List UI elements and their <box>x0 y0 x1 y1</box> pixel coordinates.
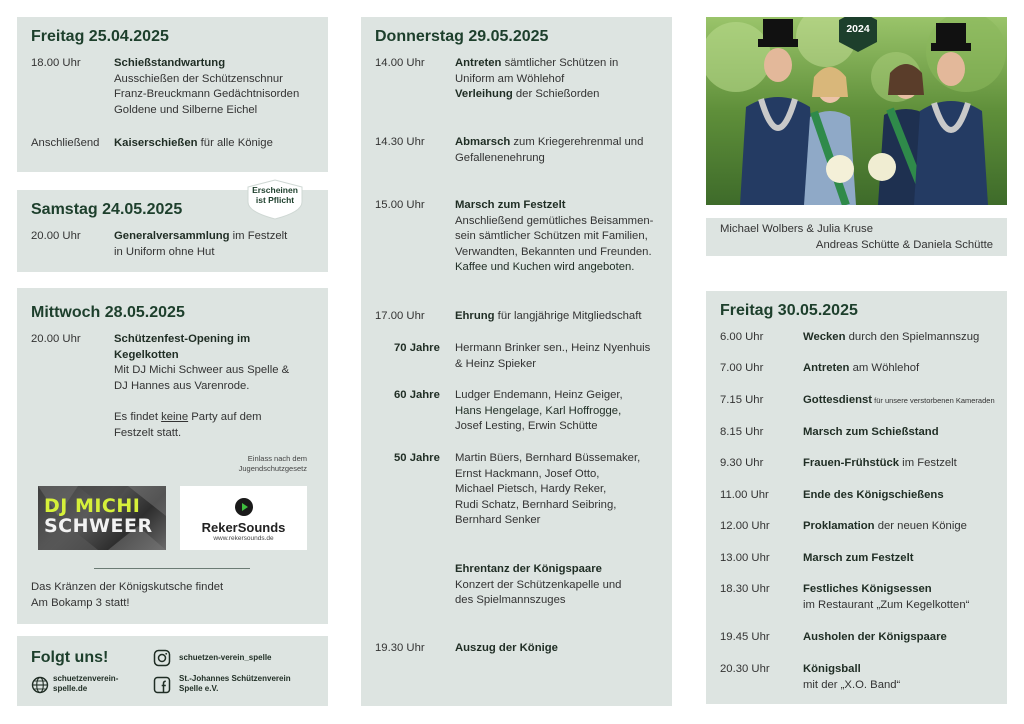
row-line: Ernst Hackmann, Josef Otto, <box>455 467 600 480</box>
samstag-title: Samstag 24.05.2025 <box>31 201 183 218</box>
row-underline: keine <box>161 410 189 423</box>
row-title: Festliches Königsessen <box>803 583 932 595</box>
kranzen-note <box>31 580 321 612</box>
row-desc <box>114 229 287 260</box>
row-desc <box>803 330 979 346</box>
donnerstag-row-2 <box>375 135 665 167</box>
row-line: Gefallenenehrung <box>455 151 545 164</box>
jubilee-60 <box>375 388 665 436</box>
row-desc <box>455 198 653 276</box>
jubilee-70 <box>375 341 665 373</box>
row-time: 6.00 Uhr <box>720 331 764 343</box>
row-desc <box>803 582 969 613</box>
freitag-mai-row <box>720 519 1000 535</box>
row-line: Konzert der Schützenkapelle und <box>455 578 622 591</box>
photo-caption <box>720 222 993 254</box>
row-desc <box>455 388 623 435</box>
dj-michi-schweer-logo <box>38 486 166 550</box>
einlass-note <box>200 454 307 474</box>
freitag-mai-row <box>720 393 1000 409</box>
row-time: 8.15 Uhr <box>720 426 764 438</box>
row-line: DJ Hannes aus Varenrode. <box>114 379 250 392</box>
social-title: Folgt uns! <box>31 649 109 666</box>
row-time: 20.00 Uhr <box>31 230 81 242</box>
row-desc <box>803 519 967 535</box>
note-line: Jugendschutzgesetz <box>238 464 307 473</box>
row-line: Goldene und Silberne Eichel <box>114 103 258 116</box>
row-line: sämtlicher Schützen in <box>501 57 619 69</box>
link-line: Spelle e.V. <box>179 684 219 693</box>
row-title: Proklamation <box>803 520 875 532</box>
donnerstag-row-6 <box>375 641 665 657</box>
row-time: 7.00 Uhr <box>720 362 764 374</box>
year-badge: 2024 <box>846 23 870 35</box>
freitag-mai-row <box>720 488 1000 504</box>
row-desc <box>455 56 618 103</box>
rekersounds-logo <box>180 486 307 550</box>
row-title: Kegelkotten <box>114 348 179 361</box>
row-line: im Festzelt <box>899 457 957 469</box>
note-line: Am Bokamp 3 statt! <box>31 596 130 609</box>
row-line: Rudi Schatz, Bernhard Seibring, <box>455 498 617 511</box>
row-line: Ausschießen der Schützenschnur <box>114 72 283 85</box>
row-title: Verleihung <box>455 88 513 101</box>
caption-line: Andreas Schütte & Daniela Schütte <box>815 238 993 251</box>
row-line: Bernhard Senker <box>455 514 541 527</box>
row-desc <box>803 393 995 409</box>
logo-name: RekerSounds <box>201 520 286 535</box>
freitag-mai-row <box>720 425 1000 441</box>
row-line: Festzelt statt. <box>114 426 182 439</box>
koenigspaare-photo <box>706 17 1007 205</box>
row-desc <box>803 488 944 504</box>
row-time: 14.00 Uhr <box>375 57 425 69</box>
row-line: Verwandten, Bekannten und Freunden. <box>455 245 652 258</box>
row-line: durch den Spielmannszug <box>845 331 980 343</box>
row-desc <box>455 135 643 166</box>
note-line: Einlass nach dem <box>247 454 307 463</box>
row-line: im Restaurant „Zum Kegelkotten“ <box>803 598 970 611</box>
donnerstag-title: Donnerstag 29.05.2025 <box>375 28 549 45</box>
row-line: Kaffee und Kuchen wird angeboten. <box>455 261 635 274</box>
freitag-mai-row <box>720 630 1000 646</box>
mittwoch-row-1 <box>31 332 321 444</box>
donnerstag-row-5 <box>375 562 665 610</box>
badge-text <box>244 185 306 205</box>
row-desc <box>803 662 900 693</box>
row-title: Ausholen der Königspaare <box>803 631 947 643</box>
link-line: St.-Johannes Schützenverein <box>179 674 291 683</box>
row-line: am Wöhlehof <box>849 362 920 374</box>
row-desc <box>114 136 273 152</box>
link-text: schuetzen-verein_spelle <box>179 653 272 662</box>
row-line: in Uniform ohne Hut <box>114 245 215 258</box>
mittwoch-title: Mittwoch 28.05.2025 <box>31 304 185 321</box>
freitag-mai-title: Freitag 30.05.2025 <box>720 302 858 319</box>
jubilee-years: 50 Jahre <box>394 452 440 464</box>
row-time: 19.45 Uhr <box>720 631 770 643</box>
donnerstag-row-1 <box>375 56 665 104</box>
row-time: Anschließend <box>31 137 100 149</box>
row-time: 9.30 Uhr <box>720 457 764 469</box>
donnerstag-row-3 <box>375 198 665 278</box>
logo-url: www.rekersounds.de <box>213 535 274 542</box>
freitag-mai-row <box>720 551 1000 567</box>
row-desc <box>803 551 914 567</box>
caption-line: Michael Wolbers & Julia Kruse <box>720 223 873 235</box>
row-line: im Festzelt <box>229 230 288 242</box>
row-desc <box>803 630 947 646</box>
donnerstag-row-4 <box>375 309 665 325</box>
row-time: 12.00 Uhr <box>720 520 770 532</box>
note-line: Das Kränzen der Königskutsche findet <box>31 581 224 593</box>
row-title: Königsball <box>803 663 861 675</box>
facebook-link[interactable] <box>153 674 323 698</box>
row-time: 11.00 Uhr <box>720 489 769 501</box>
row-time: 20.00 Uhr <box>31 333 81 345</box>
freitag-mai-row <box>720 361 1000 377</box>
row-note: für unsere verstorbenen Kameraden <box>872 396 995 405</box>
logo-line: DJ MICHI <box>44 495 141 517</box>
badge-line: Erscheinen <box>252 185 298 195</box>
row-title: Marsch zum Schießstand <box>803 426 939 438</box>
row-line: Franz-Breuckmann Gedächtnisorden <box>114 88 300 101</box>
row-desc <box>455 451 640 529</box>
row-line: Es findet <box>114 410 162 423</box>
row-line: der Schießorden <box>512 88 600 101</box>
row-line: Ludger Endemann, Heinz Geiger, <box>455 389 623 401</box>
row-line: sein sämtlicher Schützen mit Familien, <box>455 230 648 243</box>
row-title: Auszug der Könige <box>455 642 558 654</box>
freitag-april-row-2 <box>31 136 321 152</box>
row-line: des Spielmannszuges <box>455 594 566 607</box>
row-title: Wecken <box>803 331 846 343</box>
row-title: Antreten <box>455 57 502 69</box>
instagram-icon <box>153 649 171 667</box>
divider <box>94 568 250 569</box>
row-line: mit der „X.O. Band“ <box>803 678 901 691</box>
row-title: Antreten <box>803 362 850 374</box>
globe-icon <box>31 676 49 694</box>
row-title: Ehrung <box>455 310 495 322</box>
row-time: 13.00 Uhr <box>720 552 770 564</box>
jubilee-50 <box>375 451 665 531</box>
row-title: Ende des Königschießens <box>803 489 944 501</box>
row-desc <box>803 425 939 441</box>
row-title: Schießstandwartung <box>114 57 226 69</box>
instagram-link[interactable] <box>153 648 323 668</box>
row-title: Marsch zum Festzelt <box>803 552 914 564</box>
freitag-mai-row <box>720 582 1000 614</box>
row-title: Ehrentanz der Königspaare <box>455 563 602 575</box>
row-time: 17.00 Uhr <box>375 310 425 322</box>
link-line: spelle.de <box>53 684 88 693</box>
freitag-april-row-1 <box>31 56 321 120</box>
row-desc <box>114 56 299 118</box>
row-title: Abmarsch <box>455 136 511 148</box>
row-desc <box>803 456 957 472</box>
freitag-mai-row <box>720 662 1000 694</box>
row-title: Marsch zum Festzelt <box>455 199 566 211</box>
row-title: Frauen-Frühstück <box>803 457 900 469</box>
row-time: 7.15 Uhr <box>720 394 764 406</box>
row-time: 14.30 Uhr <box>375 136 425 148</box>
row-desc <box>455 641 558 657</box>
row-time: 19.30 Uhr <box>375 642 425 654</box>
samstag-row-1 <box>31 229 321 261</box>
jubilee-years: 60 Jahre <box>394 389 440 401</box>
row-line: Party auf dem <box>188 410 262 423</box>
row-desc <box>455 562 621 609</box>
row-title: Generalversammlung <box>114 230 230 242</box>
row-line: Mit DJ Michi Schweer aus Spelle & <box>114 364 290 377</box>
freitag-mai-row <box>720 330 1000 346</box>
row-desc <box>455 341 650 372</box>
row-title: Gottesdienst <box>803 394 873 406</box>
row-line: Hermann Brinker sen., Heinz Nyenhuis <box>455 342 651 354</box>
row-time: 18.30 Uhr <box>720 583 770 595</box>
jubilee-years: 70 Jahre <box>394 342 440 354</box>
row-title: Kaiserschießen <box>114 137 198 149</box>
row-time: 20.30 Uhr <box>720 663 770 675</box>
row-line: für langjährige Mitgliedschaft <box>494 310 642 322</box>
row-line: der neuen Könige <box>874 520 967 532</box>
row-time: 15.00 Uhr <box>375 199 425 211</box>
row-desc <box>455 309 641 325</box>
badge-line: ist Pflicht <box>255 195 295 205</box>
freitag-april-title: Freitag 25.04.2025 <box>31 28 169 45</box>
row-line: Uniform am Wöhlehof <box>455 72 565 85</box>
row-line: & Heinz Spieker <box>455 357 536 370</box>
play-icon <box>234 497 254 517</box>
pflicht-shield-badge <box>244 178 306 220</box>
freitag-mai-row <box>720 456 1000 472</box>
row-line: zum Kriegerehrenmal und <box>510 136 644 148</box>
link-line: schuetzenverein- <box>53 674 119 683</box>
row-line: Hans Hengelage, Karl Hoffrogge, <box>455 404 622 417</box>
row-title: Schützenfest-Opening im <box>114 333 251 345</box>
row-line: Martin Büers, Bernhard Büssemaker, <box>455 452 641 464</box>
row-time: 18.00 Uhr <box>31 57 81 69</box>
row-line: Anschließend gemütliches Beisammen- <box>455 214 654 227</box>
facebook-icon <box>153 676 171 694</box>
row-desc <box>803 361 919 377</box>
row-line: Josef Lesting, Erwin Schütte <box>455 420 598 433</box>
row-line: Michael Pietsch, Hardy Reker, <box>455 483 607 496</box>
logo-line: SCHWEER <box>44 515 153 537</box>
row-line: für alle Könige <box>197 137 273 149</box>
row-desc <box>114 332 289 441</box>
